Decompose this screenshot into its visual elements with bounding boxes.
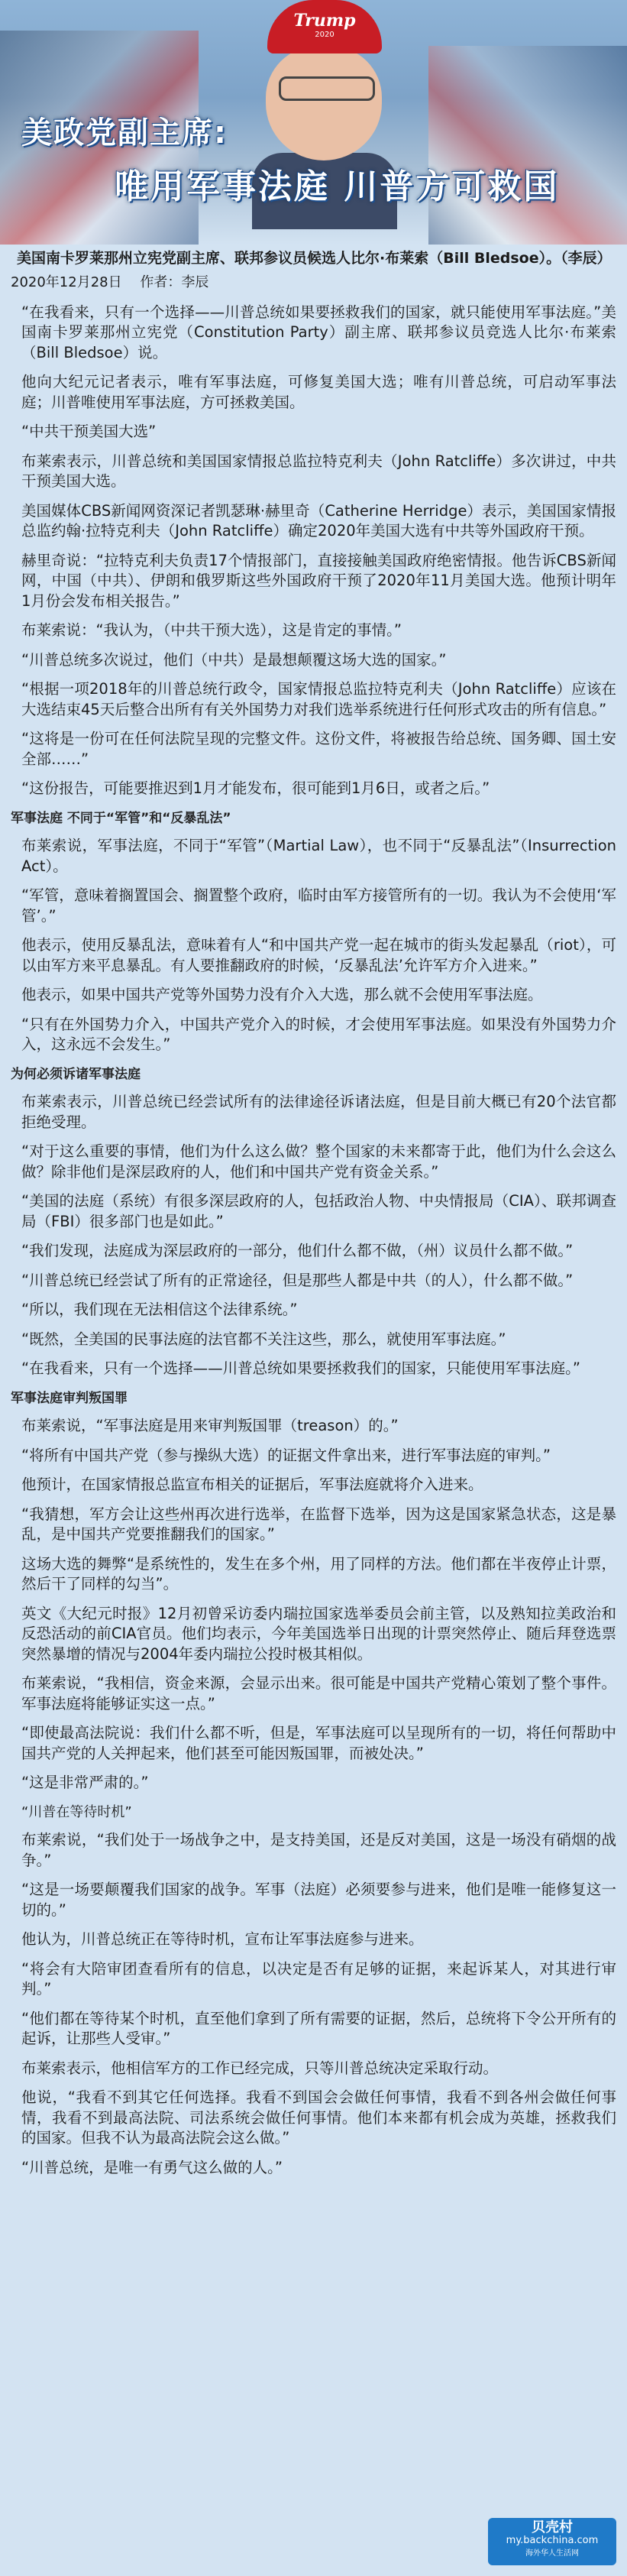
- paragraph: “对于这么重要的事情，他们为什么这么做？整个国家的未来都寄于此，他们为什么会这么做？除非他们是深层政府的人，他们和中国共产党有资金关系。”: [21, 1142, 616, 1181]
- paragraph: “川普总统已经尝试了所有的正常途径，但是那些人都是中共（的人），什么都不做。”: [21, 1271, 574, 1289]
- paragraph: 美国媒体CBS新闻网资深记者凯瑟琳·赫里奇（Catherine Herridge）表示，美国国家情报总监约翰·拉特克利夫（John Ratcliffe）确定2020年美国大选有中共等外国政府干预。: [21, 501, 616, 540]
- byline: [11, 273, 616, 293]
- section-heading-waiting: “川普在等待时机”: [21, 1803, 132, 1820]
- paragraph: “这是一场要颠覆我们国家的战争。军事（法庭）必须要参与进来，他们是唯一能修复这一切的。”: [21, 1881, 616, 1919]
- paragraph: “他们都在等待某个时机，直至他们拿到了所有需要的证据，然后，总统将下令公开所有的起诉，让那些人受审。”: [21, 2009, 616, 2047]
- paragraph: “川普总统多次说过，他们（中共）是最想颠覆这场大选的国家。”: [21, 650, 447, 669]
- author: 作者：李辰: [140, 274, 209, 290]
- paragraph: 英文《大纪元时报》12月初曾采访委内瑞拉国家选举委员会前主管，以及熟知拉美政治和反恐活动的前CIA官员。他们均表示，今年美国选举日出现的计票突然停止、随后拜登选票突然暴增的情况与2004年委内瑞拉公投时极其相似。: [21, 1604, 616, 1663]
- paragraph: “美国的法庭（系统）有很多深层政府的人，包括政治人物、中央情报局（CIA）、联邦调查局（FBI）很多部门也是如此。”: [21, 1192, 616, 1230]
- headline-line-1: 美政党副主席:: [21, 115, 228, 151]
- paragraph: 布莱索说，“我们处于一场战争之中，是支持美国，还是反对美国，这是一场没有硝烟的战争。”: [21, 1831, 616, 1869]
- paragraph: “在我看来，只有一个选择——川普总统如果要拯救我们的国家，只能使用军事法庭。”: [21, 1359, 580, 1377]
- paragraph: “这将是一份可在任何法院呈现的完整文件。这份文件，将被报告给总统、国务卿、国土安全部……”: [21, 730, 616, 768]
- paragraph: 赫里奇说：“拉特克利夫负责17个情报部门，直接接触美国政府绝密情报。他告诉CBS新闻网，中国（中共）、伊朗和俄罗斯这些外国政府干预了2020年11月美国大选。他预计明年1月份会发布相关报告。”: [21, 551, 616, 610]
- section-military-court: [11, 836, 616, 1055]
- section-heading-treason: 军事法庭审判叛国罪: [11, 1390, 128, 1406]
- watermark-url: my.backchina.com: [506, 2535, 599, 2546]
- paragraph: 他向大纪元记者表示，唯有军事法庭，可修复美国大选；唯有川普总统，可启动军事法庭；川普唯使用军事法庭，方可拯救美国。: [21, 373, 616, 411]
- paragraph: 布莱索说，“军事法庭是用来审判叛国罪（treason）的。”: [21, 1417, 399, 1434]
- paragraph: “即使最高法院说：我们什么都不听，但是，军事法庭可以呈现所有的一切，将任何帮助中国共产党的人关押起来，他们甚至可能因叛国罪，而被处决。”: [21, 1724, 616, 1762]
- paragraph: “只有在外国势力介入，中国共产党介入的时候，才会使用军事法庭。如果没有外国势力介入，这永远不会发生。”: [21, 1015, 616, 1053]
- watermark-subtitle: 海外华人生活网: [525, 2549, 579, 2558]
- paragraph: 布莱索表示，川普总统和美国国家情报总监拉特克利夫（John Ratcliffe）多次讲过，中共干预美国大选。: [21, 452, 616, 490]
- article-body: [11, 249, 616, 2187]
- portrait-glasses: [279, 76, 375, 101]
- section-why: [11, 1092, 616, 1379]
- paragraph: “军管，意味着搁置国会、搁置整个政府，临时由军方接管所有的一切。我认为不会使用‘军管’。”: [21, 886, 616, 925]
- crowd-image-right: [428, 46, 627, 245]
- paragraph: “在我看来，只有一个选择——川普总统如果要拯救我们的国家，就只能使用军事法庭。”美国南卡罗莱那州立宪党（Constitution Party）副主席、联邦参议员竞选人比尔·布莱索（Bill Bledsoe）说。: [21, 303, 616, 361]
- paragraph: 他表示，如果中国共产党等外国势力没有介入大选，那么就不会使用军事法庭。: [21, 986, 543, 1003]
- section-treason: [11, 1416, 616, 1793]
- section-heading-military-court: 军事法庭 不同于“军管”和“反暴乱法”: [11, 810, 231, 826]
- site-watermark: [488, 2518, 616, 2565]
- paragraph: “所以，我们现在无法相信这个法律系统。”: [21, 1301, 298, 1318]
- paragraph: “将所有中国共产党（参与操纵大选）的证据文件拿出来，进行军事法庭的审判。”: [21, 1446, 551, 1464]
- paragraph: 他预计，在国家情报总监宣布相关的证据后，军事法庭就将介入进来。: [21, 1476, 483, 1493]
- paragraph: “我猜想，军方会让这些州再次进行选举，在监督下选举，因为这是国家紧急状态，这是暴乱，是中国共产党要推翻我们的国家。”: [21, 1505, 616, 1543]
- section-intro: [11, 303, 616, 799]
- paragraph: “既然，全美国的民事法庭的法官都不关注这些，那么，就使用军事法庭。”: [21, 1330, 506, 1348]
- paragraph: “川普总统，是唯一有勇气这么做的人。”: [21, 2158, 283, 2176]
- paragraph: 布莱索说：“我认为，（中共干预大选），这是肯定的事情。”: [21, 621, 402, 639]
- headline-line-2: 唯用军事法庭 川普方可救国: [115, 167, 560, 206]
- photo-caption: 美国南卡罗莱那州立宪党副主席、联邦参议员候选人比尔·布莱索（Bill Bledsoe）。（李辰）: [17, 250, 612, 267]
- paragraph: “中共干预美国大选”: [21, 423, 157, 440]
- portrait-face: [266, 46, 382, 160]
- paragraph: 布莱索说，军事法庭，不同于“军管”（Martial Law），也不同于“反暴乱法”（Insurrection Act）。: [21, 837, 616, 875]
- paragraph: 布莱索表示，川普总统已经尝试所有的法律途径诉诸法庭，但是目前大概已有20个法官都拒绝受理。: [21, 1093, 616, 1131]
- hat-text: Trump: [293, 11, 356, 31]
- paragraph: 他认为，川普总统正在等待时机，宣布让军事法庭参与进来。: [21, 1930, 424, 1948]
- paragraph: “我们发现，法庭成为深层政府的一部分，他们什么都不做，（州）议员什么都不做。”: [21, 1242, 574, 1259]
- watermark-title: 贝壳村: [532, 2519, 573, 2535]
- paragraph: “这是非常严肃的。”: [21, 1774, 149, 1791]
- paragraph: 他表示，使用反暴乱法，意味着有人“和中国共产党一起在城市的街头发起暴乱（riot），可以由军方来平息暴乱。有人要推翻政府的时候，‘反暴乱法’允许军方介入进来。”: [21, 936, 616, 974]
- publish-date: 2020年12月28日: [11, 274, 122, 290]
- paragraph: 这场大选的舞弊“是系统性的，发生在多个州，用了同样的方法。他们都在半夜停止计票，然后干了同样的勾当”。: [21, 1554, 616, 1593]
- paragraph: “根据一项2018年的川普总统行政令，国家情报总监拉特克利夫（John Ratcliffe）应该在大选结束45天后整合出所有有关外国势力对我们选举系统进行任何形式攻击的所有信息。”: [21, 680, 616, 718]
- section-waiting: [11, 1830, 616, 2178]
- paragraph: “将会有大陪审团查看所有的信息，以决定是否有足够的证据，来起诉某人，对其进行审判。”: [21, 1959, 616, 1998]
- paragraph: 他说，“我看不到其它任何选择。我看不到国会会做任何事情，我看不到各州会做任何事情，我看不到最高法院、司法系统会做任何事情。他们本来都有机会成为英雄，拯救我们的国家。但我不认为最高法院会这么做。”: [21, 2088, 616, 2147]
- hat-subtext: 2020: [315, 31, 335, 39]
- header-banner: [0, 0, 627, 245]
- paragraph: 布莱索表示，他相信军方的工作已经完成，只等川普总统决定采取行动。: [21, 2059, 499, 2077]
- paragraph: 布莱索说，“我相信，资金来源，会显示出来。很可能是中国共产党精心策划了整个事件。军事法庭将能够证实这一点。”: [21, 1674, 616, 1712]
- paragraph: “这份报告，可能要推迟到1月才能发布，很可能到1月6日，或者之后。”: [21, 779, 490, 797]
- section-heading-why: 为何必须诉诸军事法庭: [11, 1066, 141, 1082]
